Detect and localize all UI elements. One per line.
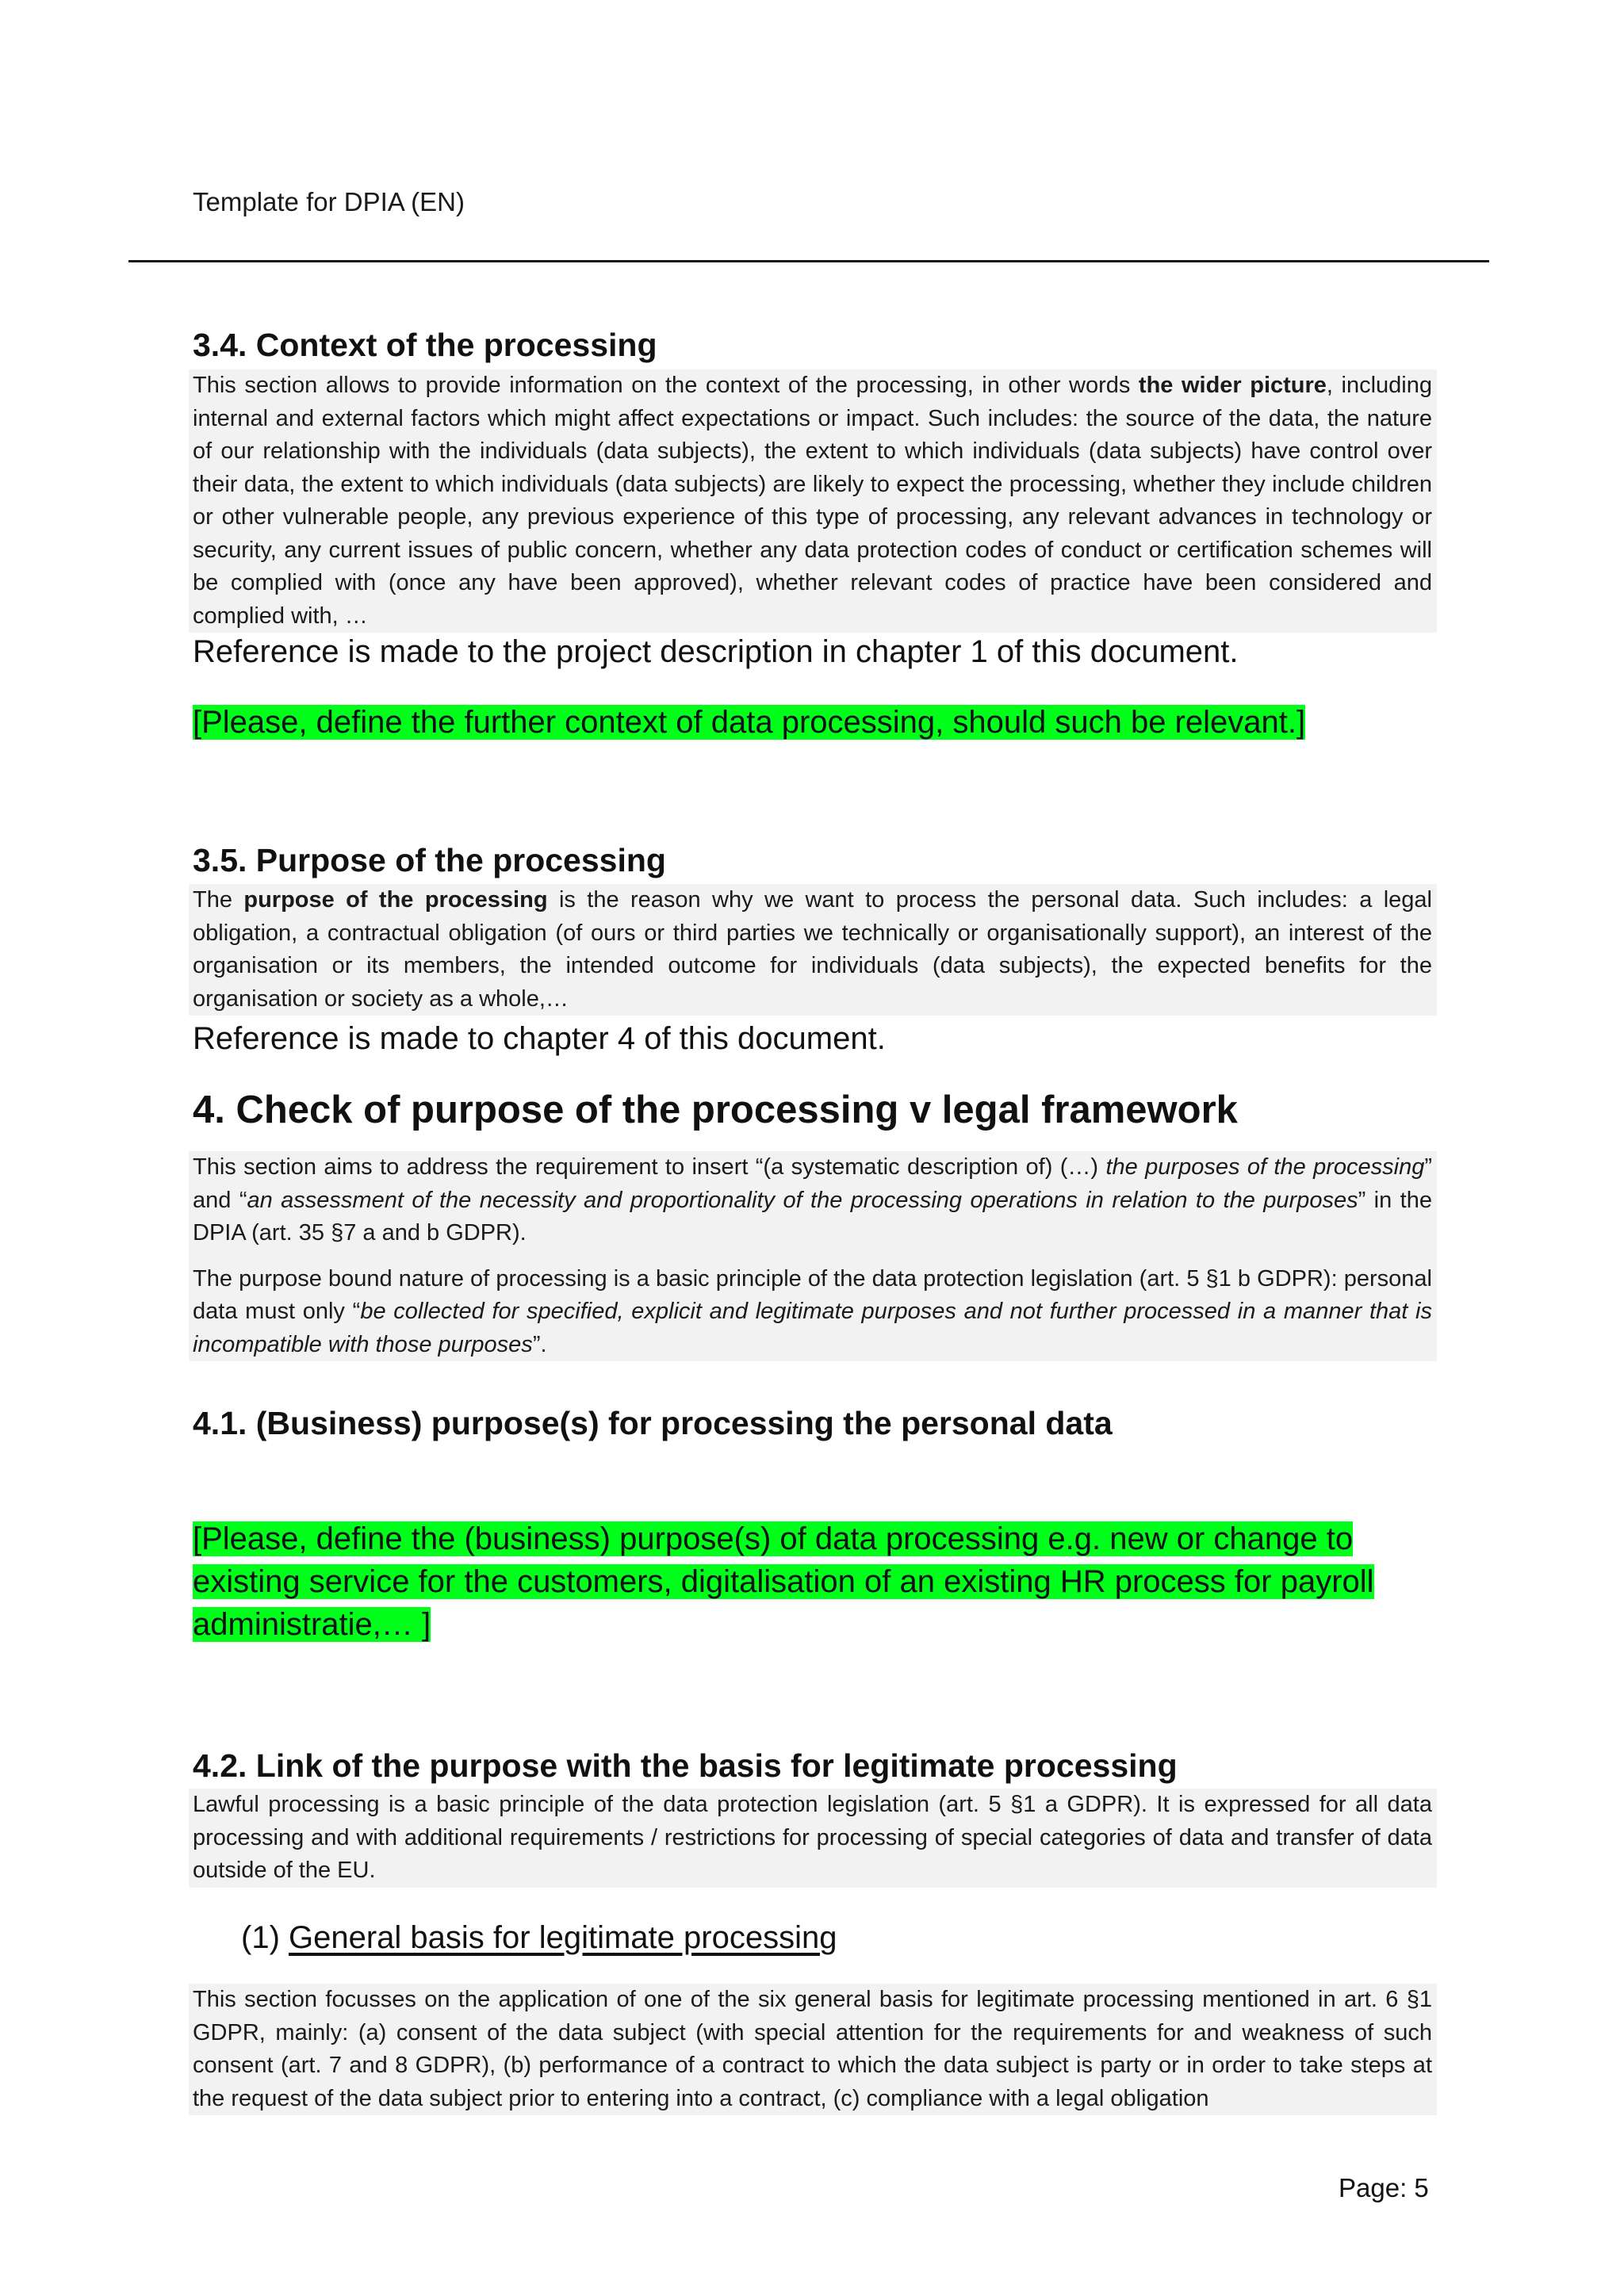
guidance-text: The purpose bound nature of processing is a basic principle of the data protection legislation (art. 5 §1 b GDPR): personal data must only “ (193, 1265, 1432, 1324)
subsection-general-basis (241, 1920, 837, 1956)
section-3-4-reference: Reference is made to the project description in chapter 1 of this document. (193, 634, 1239, 669)
section-4-heading: 4. Check of purpose of the processing v legal framework (193, 1089, 1238, 1131)
section-3-5-guidance (189, 884, 1437, 1016)
section-3-5-heading: 3.5. Purpose of the processing (193, 842, 666, 878)
guidance-text: The (193, 887, 244, 913)
guidance-italic: the purposes of the processing (1105, 1154, 1425, 1180)
guidance-text: ” and “ (193, 1154, 1432, 1213)
subsection-general-basis-guidance (189, 1984, 1437, 2115)
section-3-4-guidance (189, 369, 1437, 633)
header-title: Template for DPIA (EN) (193, 187, 465, 216)
section-4-2-heading: 4.2. Link of the purpose with the basis for legitimate processing (193, 1747, 1178, 1784)
section-4-1-heading: 4.1. (Business) purpose(s) for processing the personal data (193, 1405, 1113, 1441)
subsection-title: General basis for legitimate processing (289, 1920, 837, 1955)
section-3-4-heading: 3.4. Context of the processing (193, 327, 657, 363)
guidance-bold: purpose of the processing (243, 887, 548, 913)
guidance-text: This section focusses on the application of one of the six general basis for legitimate processing mentioned in art. 6 §1 GDPR, mainly: (a) consent of the data subject (with special attention for the requirements for and weakness of such consent (art. 7 and 8 GDPR), (b) performance of a contract to which the data subject is party or in order to take steps at the request of the data subject prior to entering into a contract, (c) compliance with a legal obligation (193, 1987, 1432, 2111)
page-number: Page: 5 (1339, 2173, 1429, 2202)
header-divider (128, 260, 1489, 262)
guidance-text: , including internal and external factors which might affect expectations or impact. Such includes: the source of the data, the nature of our relationship with the individuals (data subjects), the extent to which individuals (data subjects) have control over their data, the extent to which individuals (data subjects) are likely to expect the processing, whether they include children or other vulnerable people, any previous experience of this type of processing, any relevant advances in technology or security, any current issues of public concern, whether any data protection codes of conduct or certification schemes will be complied with (once any have been approved), whether relevant codes of practice have been considered and complied with, … (193, 373, 1432, 629)
guidance-text: This section allows to provide information on the context of the processing, in other words (193, 373, 1139, 398)
section-4-2-guidance (189, 1789, 1437, 1888)
guidance-bold: the wider picture (1138, 373, 1327, 398)
placeholder-highlight: [Please, define the (business) purpose(s) of data processing e.g. new or change to existing service for the customers, digitalisation of an existing HR process for payroll administratie,… ] (193, 1521, 1374, 1642)
guidance-italic: be collected for specified, explicit and legitimate purposes and not further processed in a manner that is incompatible with those purposes (193, 1299, 1432, 1357)
placeholder-highlight: [Please, define the further context of data processing, should such be relevant.] (193, 705, 1306, 740)
section-4-guidance (189, 1151, 1437, 1361)
guidance-text: Lawful processing is a basic principle of the data protection legislation (art. 5 §1 a GDPR). It is expressed for all data processing and with additional requirements / restrictions for processing of special categories of data and transfer of data outside of the EU. (193, 1792, 1432, 1883)
guidance-text: This section aims to address the requirement to insert “(a systematic description of) (…) (193, 1154, 1106, 1180)
guidance-text: is the reason why we want to process the personal data. Such includes: a legal obligation, a contractual obligation (of ours or third parties we technically or organisationally support), an interest of the organisation or its members, the intended outcome for individuals (data subjects), the expected benefits for the organisation or society as a whole,… (193, 887, 1432, 1012)
section-3-4-placeholder (193, 701, 1430, 744)
guidance-text: ”. (532, 1331, 547, 1357)
section-3-5-reference: Reference is made to chapter 4 of this document. (193, 1021, 886, 1056)
subsection-number: (1) (241, 1920, 289, 1955)
section-4-1-placeholder (193, 1517, 1430, 1646)
guidance-italic: an assessment of the necessity and proportionality of the processing operations in relation to the purposes (247, 1187, 1358, 1213)
guidance-text: ” in the DPIA (art. 35 §7 a and b GDPR). (193, 1187, 1432, 1246)
